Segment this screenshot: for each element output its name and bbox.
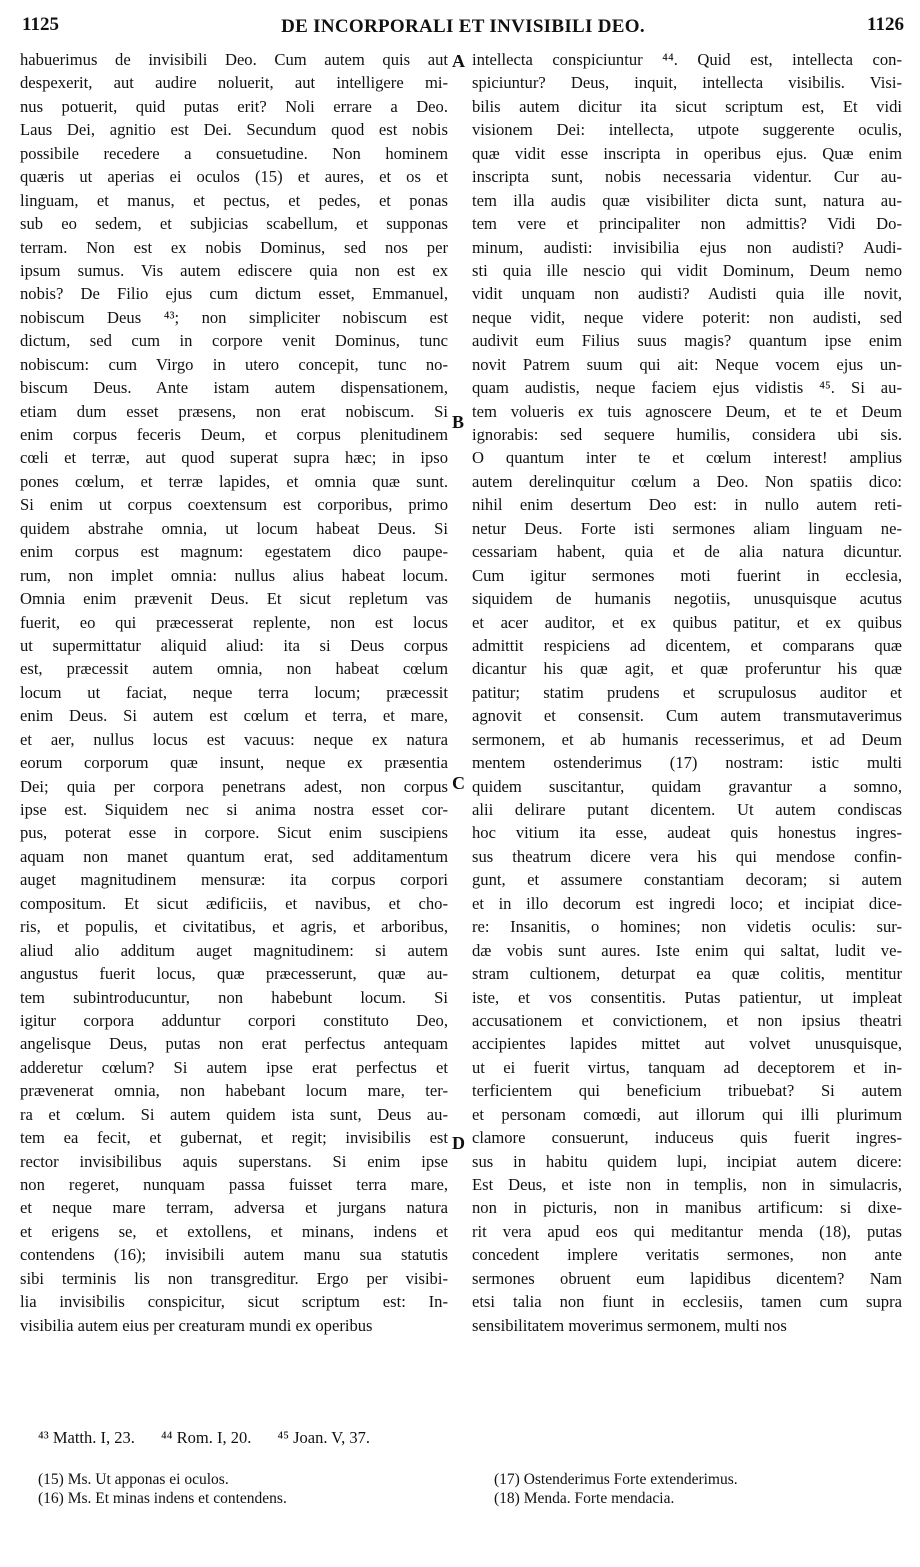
footnotes-right xyxy=(494,1470,738,1508)
text-line: ra et cœlum. Si autem quidem ista sunt, Deus au- xyxy=(20,1104,448,1124)
text-line: despexerit, aut audire noluerit, aut intelligere mi- xyxy=(20,73,448,93)
text-line: clamore consuerunt, induceus quis fuerit ingres- xyxy=(472,1128,902,1148)
text-line: tem subintroducuntur, non habebunt locum. Si xyxy=(20,987,448,1007)
text-line: enim corpus est magnum: egestatem dico paupe- xyxy=(20,542,448,562)
text-line: ipse est. Siquidem nec si anima nostra esset cor- xyxy=(20,800,448,819)
text-line: nobiscum Deus ⁴³; non simpliciter nobiscum est xyxy=(20,307,448,327)
text-line: igitur corpora adduntur corpori constituto Deo, xyxy=(20,1010,448,1030)
text-line: quæris ut aperias ei oculos (15) et aures, et os et xyxy=(20,167,448,187)
scripture-references xyxy=(38,1428,392,1448)
footnote: (16) Ms. Et minas indens et contendens. xyxy=(38,1490,287,1507)
text-line: Laus Dei, agnitio est Dei. Secundum quod est nobis xyxy=(20,120,448,140)
text-line: sermones obruent eum lapidibus dicentem? Nam xyxy=(472,1268,902,1288)
text-line: aliud alio additum auget magnitudinem: si autem xyxy=(20,940,448,960)
text-line: dicantur his quæ agit, et quæ proferuntur his quæ xyxy=(472,659,902,679)
text-line: tem vere et principaliter non admittis? Vidi Do- xyxy=(472,214,902,234)
text-line: cessariam habent, quia et de alia natura dicuntur. xyxy=(472,542,902,562)
text-line: terficientem qui beneficium tribuebat? Si autem xyxy=(472,1081,902,1101)
text-line: sub eo sedem, et subjicias scabellum, et supponas xyxy=(20,214,448,234)
text-line: auget magnitudinem mensuræ: ita corpus corpori xyxy=(20,870,448,890)
text-line: sermonem, et ab humanis recesserimus, et ad Deum xyxy=(472,729,902,749)
text-line: accusationem et convictionem, et non ipsius theatri xyxy=(472,1010,902,1030)
text-line: nus potuerit, quid putas erit? Noli errare a Deo. xyxy=(20,96,448,116)
text-line: visionem Dei: intellecta, utpote suggerente oculis, xyxy=(472,120,902,140)
footnote: (15) Ms. Ut apponas ei oculos. xyxy=(38,1471,229,1488)
text-line: et aer, nullus locus est vacuus: neque ex natura xyxy=(20,729,448,749)
text-line: aquam non manet quantum erat, sed additamentum xyxy=(20,846,448,866)
text-line: et in illo decorum est ingredi loco; et incipiat dice- xyxy=(472,893,902,913)
footnotes-left xyxy=(38,1470,287,1508)
text-line: Est Deus, et iste non in templis, non in simulacris, xyxy=(472,1175,902,1194)
text-line: et acer auditor, et ex quibus patitur, et ex quibus xyxy=(472,612,902,632)
text-line: tem ea fecit, et gubernat, et regit; invisibilis est xyxy=(20,1128,448,1148)
text-line: nobis? De Filio ejus cum dictum esset, Emmanuel, xyxy=(20,284,448,304)
scripture-ref: ⁴⁵ Joan. V, 37. xyxy=(277,1428,370,1447)
text-line: ut supermittatur aliquid aliud: ita si Deus corpus xyxy=(20,635,448,655)
text-line: possibile recedere a consuetudine. Non hominem xyxy=(20,143,448,163)
scripture-ref: ⁴³ Matth. I, 23. xyxy=(38,1428,135,1447)
text-line: netur Deus. Forte isti sermones aliam linguam ne- xyxy=(472,518,902,538)
text-line: sensibilitatem moverimus sermonem, multi nos xyxy=(472,1315,787,1335)
text-line: et personam comœdi, aut illorum qui illi plurimum xyxy=(472,1104,902,1124)
text-line: lia invisibilis conspicitur, sicut scriptum est: In- xyxy=(20,1292,448,1312)
text-line: nobiscum: cum Virgo in utero concepit, tunc no- xyxy=(20,354,448,374)
text-line: re: Insanitis, o homines; non videtis oculis: sur- xyxy=(472,917,902,937)
text-line: concedent implere veritatis sermones, non ante xyxy=(472,1245,902,1265)
text-line: ut ei fuerit virtus, tanquam ad deceptorem et in- xyxy=(472,1057,902,1077)
text-line: eorum corporum quæ insunt, neque ex præsentia xyxy=(20,753,448,773)
text-line: compositum. Et sicut ædificiis, et navibus, et cho- xyxy=(20,893,448,913)
margin-letter-d: D xyxy=(452,1133,465,1153)
text-line: audivit eum Filius suus magis? quantum ipse enim xyxy=(472,331,902,351)
text-line: O quantum inter te et cœlum interest! amplius xyxy=(472,448,902,468)
text-line: non in picturis, non in manibus artificum: si dixe- xyxy=(472,1198,902,1218)
text-line: sus theatrum dicere vera his qui mendose confin- xyxy=(472,846,902,866)
text-line: ignorabis: sed sequere humilis, considera ubi sis. xyxy=(472,425,902,444)
text-line: agnovit et consensit. Cum autem transmutaverimus xyxy=(472,706,902,726)
text-line: quæ vidit esse inscripta in operibus ejus. Quæ enim xyxy=(472,143,902,163)
text-line: enim corpus feceris Deum, et corpus plenitudinem xyxy=(20,425,448,444)
text-line: Omnia enim prævenit Deus. Et sicut repletum vas xyxy=(20,589,448,609)
margin-letter-a: A xyxy=(452,51,465,71)
text-line: alii delirare putant dicentem. Ut autem condiscas xyxy=(472,800,902,819)
text-line: terram. Non est ex nobis Dominus, sed nos per xyxy=(20,237,448,257)
margin-letter-b: B xyxy=(452,412,465,432)
text-line: contendens (16); invisibili autem manu sua statutis xyxy=(20,1245,448,1265)
page-header xyxy=(22,14,904,44)
footnote: (17) Ostenderimus Forte extenderimus. xyxy=(494,1471,738,1488)
text-line: accipientes lapides mittet aut volvet unusquisque, xyxy=(472,1034,902,1054)
text-line: habuerimus de invisibili Deo. Cum autem quis aut xyxy=(20,50,448,69)
text-line: spiciuntur? Deus, inquit, intellecta visibilis. Visi- xyxy=(472,73,902,93)
text-line: sti quia ille nescio qui vidit Dominum, Deum nemo xyxy=(472,260,902,280)
running-title: DE INCORPORALI ET INVISIBILI DEO. xyxy=(281,16,645,37)
page-number-right: 1126 xyxy=(867,14,904,35)
text-line: cœli et terræ, aut quod superat supra hæc; in ipso xyxy=(20,448,448,468)
text-line: enim Deus. Si autem est cœlum et terra, et mare, xyxy=(20,706,448,726)
text-line: rum, non implet omnia: nullus alius habeat locum. xyxy=(20,565,448,585)
text-line: rit vera apud eos qui meditantur menda (18), putas xyxy=(472,1221,902,1241)
text-line: ipsum sumus. Vis autem ediscere quia non est ex xyxy=(20,260,448,280)
text-line: sibi terminis lis non transgreditur. Ergo per visibi- xyxy=(20,1268,448,1288)
margin-letter-c: C xyxy=(452,773,465,793)
text-line: quidem abstrahe omnia, ut locum habeat Deus. Si xyxy=(20,518,448,538)
text-line: prævenerat omnia, non habebant locum mare, ter- xyxy=(20,1081,448,1101)
text-line: non regeret, nunquam passa fuisset terra mare, xyxy=(20,1175,448,1194)
text-line: tem volueris ex tuis agnoscere Deum, et te et Deum xyxy=(472,401,902,421)
text-line: ris, et populis, et civitatibus, et agris, et arboribus, xyxy=(20,917,448,937)
right-text-column xyxy=(472,48,902,1337)
text-line: biscum Deus. Ante istam autem dispensationem, xyxy=(20,378,448,398)
text-line: dæ vobis sunt aures. Iste enim qui saltat, ludit ve- xyxy=(472,940,902,960)
text-line: pones cœlum, et terræ lapides, et omnia quæ sunt. xyxy=(20,471,448,491)
text-line: Dei; quia per corpora penetrans adest, non corpus xyxy=(20,776,448,796)
text-line: etsi talia non fiunt in ecclesiis, tamen cum supra xyxy=(472,1292,902,1312)
text-line: mentem ostenderimus (17) nostram: istic multi xyxy=(472,753,902,773)
text-line: novit Patrem suum qui ait: Neque vocem ejus un- xyxy=(472,354,902,374)
text-line: dictum, sed cum in corpore venit Dominus, tunc xyxy=(20,331,448,351)
scripture-ref: ⁴⁴ Rom. I, 20. xyxy=(160,1428,252,1447)
text-line: rector invisibilibus aquis superstans. Si enim ipse xyxy=(20,1151,448,1171)
text-line: patitur; statim prudens et scrupulosus auditor et xyxy=(472,682,902,702)
text-line: et erigens se, et extollens, et minans, indens et xyxy=(20,1221,448,1241)
text-line: et neque mare terram, adversa et jurgans natura xyxy=(20,1198,448,1218)
text-line: etiam dum esset præsens, non erat nobiscum. Si xyxy=(20,401,448,421)
text-line: gunt, et assumere constantiam decoram; si autem xyxy=(472,870,902,890)
text-line: siquidem de humanis negotiis, unusquisque acutus xyxy=(472,589,902,609)
text-line: angelisque Deus, putas non erat perfectus antequam xyxy=(20,1034,448,1054)
text-line: admittit respiciens ad dicentem, et comparans quæ xyxy=(472,635,902,655)
text-line: fuerit, eo qui præcesserat replente, non est locus xyxy=(20,612,448,632)
text-line: autem derelinquitur cœlum a Deo. Non spatiis dico: xyxy=(472,471,902,491)
text-line: linguam, et manus, et pectus, et pedes, et ponas xyxy=(20,190,448,210)
text-line: Si enim ut corpus coextensum est corporibus, primo xyxy=(20,495,448,515)
text-line: vidit unquam non audisti? Audisti quia ille novit, xyxy=(472,284,902,304)
text-line: sus in habitu quidem lupi, incipiat autem dicere: xyxy=(472,1151,902,1171)
text-line: locum ut faciat, neque terra locum; præcessit xyxy=(20,682,448,702)
text-line: quam audistis, neque faciem ejus vidistis ⁴⁵. Si au- xyxy=(472,378,902,398)
text-line: hoc vitium ita esse, audeat quis honestus ingres- xyxy=(472,823,902,843)
page-number-left: 1125 xyxy=(22,14,59,35)
text-line: tem illa audis quæ visibiliter dicta sunt, natura au- xyxy=(472,190,902,210)
footnote: (18) Menda. Forte mendacia. xyxy=(494,1490,675,1507)
text-line: intellecta conspiciuntur ⁴⁴. Quid est, intellecta con- xyxy=(472,50,902,69)
text-line: stram cultionem, deturpat ea quæ colitis, mentitur xyxy=(472,964,902,984)
text-line: Cum igitur sermones moti fuerint in ecclesia, xyxy=(472,565,902,585)
text-line: visibilia autem eius per creaturam mundi ex operibus xyxy=(20,1315,373,1335)
text-line: inscripta sunt, nobis necessaria videntur. Cur au- xyxy=(472,167,902,187)
text-line: nihil enim desertum Deo est: in nullo autem reti- xyxy=(472,495,902,515)
text-line: est, præcessit autem omnia, non habeat cœlum xyxy=(20,659,448,679)
text-line: minum, audisti: invisibilia ejus non audisti? Audi- xyxy=(472,237,902,257)
text-line: angustus fuerit locus, quæ præcesserunt, quæ au- xyxy=(20,964,448,984)
text-line: quidem suscitantur, quidam gravantur a somno, xyxy=(472,776,902,796)
text-line: pus, poterat esse in corpore. Sicut enim suscipiens xyxy=(20,823,448,843)
left-text-column xyxy=(20,48,448,1337)
text-line: iste, et vos consentitis. Putas patientur, ut impleat xyxy=(472,987,902,1007)
text-line: neque vidit, neque videre poterit: non audisti, sed xyxy=(472,307,902,327)
text-line: bilis autem dicitur ita sicut scriptum est, Et vidi xyxy=(472,96,902,116)
text-line: adderetur cœlum? Si autem ipse erat perfectus et xyxy=(20,1057,448,1077)
